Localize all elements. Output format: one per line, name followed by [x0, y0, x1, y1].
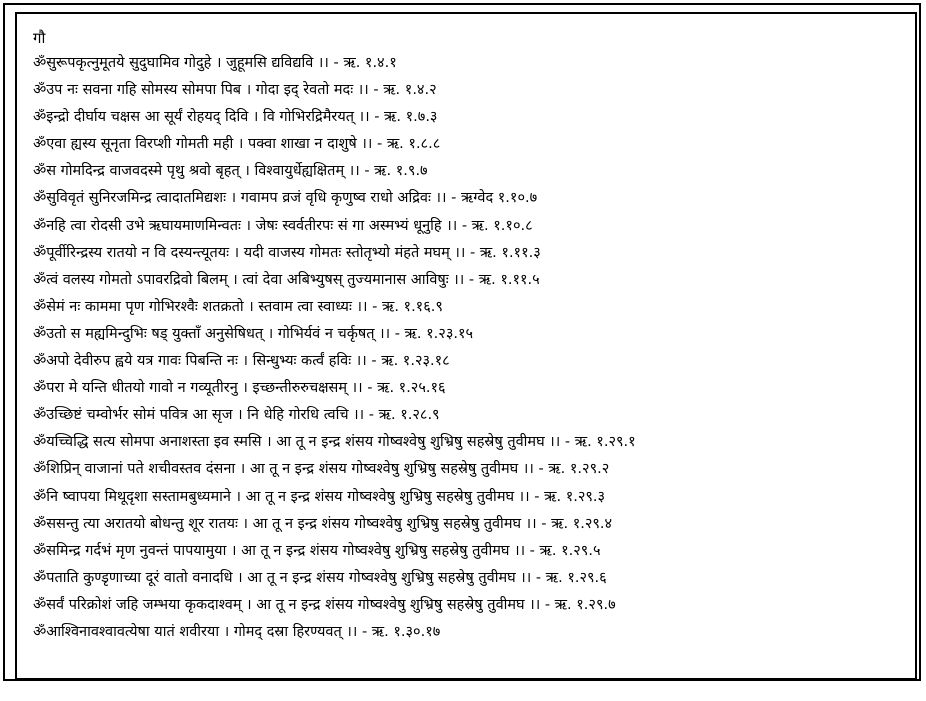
- verse-line: ॐसर्वं परिक्रोशं जहि जम्भया कृकदाश्वम् । आ तू न इन्द्र शंसय गोष्वश्वेषु शुभ्रिषु सहस्रेषु तुवीमघ ।। - ऋ. १.२९.७: [33, 596, 616, 613]
- verse-line: ॐपताति कुण्डृणाच्या दूरं वातो वनादधि । आ तू न इन्द्र शंसय गोष्वश्वेषु शुभ्रिषु सहस्रेषु तुवीमघ ।। - ऋ. १.२९.६: [33, 569, 607, 586]
- verse-line: ॐसेमं नः काममा पृण गोभिरश्वैः शतक्रतो । स्तवाम त्वा स्वाध्यः ।। - ऋ. १.१६.९: [33, 298, 443, 315]
- document-body: [33, 26, 923, 646]
- verse-line: ॐउतो स मह्यमिन्दुभिः षड् युक्ताँ अनुसेषिधत् । गोभिर्यवं न चर्कृषत् ।। - ऋ. १.२३.१५: [33, 325, 474, 342]
- outer-border: [3, 3, 921, 681]
- verse-line: ॐसुविवृतं सुनिरजमिन्द्र त्वादातमिद्यशः । गवामप व्रजं वृधि कृणुष्व राधो अद्रिवः ।। - ऋग्वेद १.१०.७: [33, 190, 538, 207]
- verse-line: ॐआश्विनावश्वावत्येषा यातं शवीरया । गोमद् दस्रा हिरण्यवत् ।। - ऋ. १.३०.१७: [33, 623, 441, 640]
- verse-line: ॐसुरूपकृत्नुमूतये सुदुघामिव गोदुहे । जुहूमसि द्यविद्यवि ।। - ऋ. १.४.१: [33, 55, 397, 71]
- verse-line: ॐयच्चिद्धि सत्य सोमपा अनाशस्ता इव स्मसि । आ तू न इन्द्र शंसय गोष्वश्वेषु शुभ्रिषु सहस्रेषु तुवीमघ ।। - ऋ. १.२९.१: [33, 434, 636, 451]
- verse-line: ॐस गोमदिन्द्र वाजवदस्मे पृथु श्रवो बृहत् । विश्वायुर्धेह्यक्षितम् ।। - ऋ. १.९.७: [33, 163, 428, 180]
- verse-line: ॐसमिन्द्र गर्दभं मृण नुवन्तं पापयामुया । आ तू न इन्द्र शंसय गोष्वश्वेषु शुभ्रिषु सहस्रेषु तुवीमघ ।। - ऋ. १.२९.५: [33, 542, 601, 559]
- verse-line: ॐनि ष्वापया मिथूदृशा सस्तामबुध्यमाने । आ तू न इन्द्र शंसय गोष्वश्वेषु शुभ्रिषु सहस्रेषु तुवीमघ ।। - ऋ. १.२९.३: [33, 488, 606, 505]
- verse-line: ॐपूर्वीरिन्द्रस्य रातयो न वि दस्यन्त्यूतयः । यदी वाजस्य गोमतः स्तोतृभ्यो मंहते मघम् ।। - ऋ. १.११.३: [33, 244, 541, 261]
- verse-line: ॐत्वं वलस्य गोमतो ऽपावरद्रिवो बिलम् । त्वां देवा अबिभ्युषस् तुज्यमानास आविषुः ।। - ऋ. १.११.५: [33, 271, 540, 288]
- verse-line: ॐअपो देवीरुप ह्वये यत्र गावः पिबन्ति नः । सिन्धुभ्यः कर्त्वं हविः ।। - ऋ. १.२३.१८: [33, 353, 450, 370]
- verse-line: ॐएवा ह्यस्य सूनृता विरप्शी गोमती मही । पक्वा शाखा न दाशुषे ।। - ऋ. १.८.८: [33, 136, 441, 153]
- verse-line: ॐशिप्रिन् वाजानां पते शचीवस्तव दंसना । आ तू न इन्द्र शंसय गोष्वश्वेषु शुभ्रिषु सहस्रेषु तुवीमघ ।। - ऋ. १.२९.२: [33, 461, 610, 478]
- verse-line: ॐनहि त्वा रोदसी उभे ऋघायमाणमिन्वतः । जेषः स्वर्वतीरपः सं गा अस्मभ्यं धूनुहि ।। - ऋ. १.१०.८: [33, 217, 533, 234]
- verse-line: ॐससन्तु त्या अरातयो बोधन्तु शूर रातयः । आ तू न इन्द्र शंसय गोष्वश्वेषु शुभ्रिषु सहस्रेषु तुवीमघ ।। - ऋ. १.२९.४: [33, 515, 613, 532]
- verse-line: ॐउप नः सवना गहि सोमस्य सोमपा पिब । गोदा इद् रेवतो मदः ।। - ऋ. १.४.२: [33, 82, 437, 99]
- verse-line: ॐइन्द्रो दीर्घाय चक्षस आ सूर्यं रोहयद् दिवि । वि गोभिरद्रिमैरयत् ।। - ऋ. १.७.३: [33, 109, 438, 126]
- verse-line: ॐउच्छिष्टं चम्वोर्भर सोमं पवित्र आ सृज । नि धेहि गोरधि त्वचि ।। - ऋ. १.२८.९: [33, 407, 440, 424]
- verse-line: ॐपरा मे यन्ति धीतयो गावो न गव्यूतीरनु । इच्छन्तीरुरुचक्षसम् ।। - ऋ. १.२५.१६: [33, 380, 446, 397]
- page-title: गौ: [33, 29, 46, 47]
- inner-border: [15, 12, 917, 680]
